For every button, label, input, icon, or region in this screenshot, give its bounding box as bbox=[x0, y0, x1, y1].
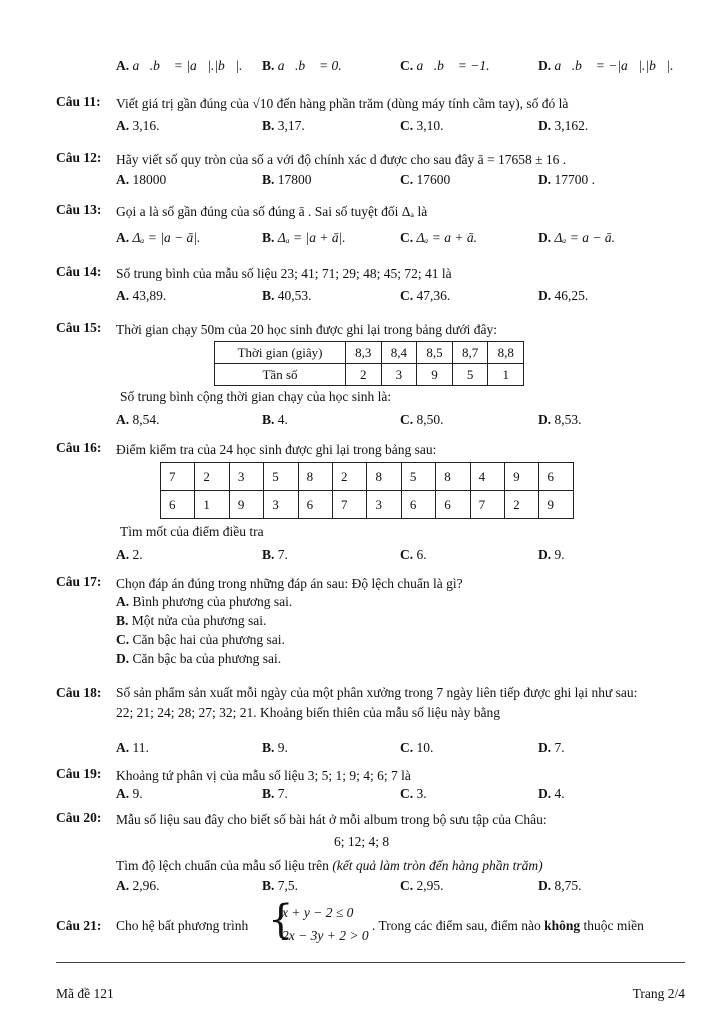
option-c: C. Căn bậc hai của phương sai. bbox=[116, 632, 285, 647]
option-c: C. 6. bbox=[400, 547, 427, 562]
question-text: Chọn đáp án đúng trong những đáp án sau: Độ lệch chuẩn là gì? bbox=[116, 576, 463, 591]
option-b: B. 3,17. bbox=[262, 118, 305, 133]
option-c: C. 2,95. bbox=[400, 878, 444, 893]
option-d: D. 17700 . bbox=[538, 172, 595, 187]
footer-divider bbox=[56, 962, 685, 963]
option-a: A. 43,89. bbox=[116, 288, 167, 303]
question-text: Gọi a là số gần đúng của số đúng ā . Sai số tuyệt đối Δₐ là bbox=[116, 204, 428, 219]
table-cell: 2 bbox=[195, 463, 229, 491]
option-b: B. 4. bbox=[262, 412, 288, 427]
table-cell: 8,4 bbox=[381, 342, 417, 364]
table-cell: 7 bbox=[333, 491, 367, 519]
table-cell: 4 bbox=[470, 463, 504, 491]
option-c: C. 3. bbox=[400, 786, 427, 801]
table-cell: 8,3 bbox=[346, 342, 382, 364]
option-c: C. Δₐ = a + ā. bbox=[400, 230, 477, 245]
question-text: Mẫu số liệu sau đây cho biết số bài hát ở mỗi album trong bộ sưu tập của Châu: bbox=[116, 812, 547, 827]
table-header: Tần số bbox=[215, 364, 346, 386]
option-b: B. Một nửa của phương sai. bbox=[116, 613, 267, 628]
option-d: D. 7. bbox=[538, 740, 565, 755]
option-d: D. Căn bậc ba của phương sai. bbox=[116, 651, 282, 666]
table-cell: 5 bbox=[452, 364, 488, 386]
table-cell: 8,7 bbox=[452, 342, 488, 364]
table-cell: 9 bbox=[229, 491, 263, 519]
table-cell: 3 bbox=[264, 491, 298, 519]
table-header: Thời gian (giây) bbox=[215, 342, 346, 364]
option-c: C. 8,50. bbox=[400, 412, 444, 427]
question-text: Số trung bình của mẫu số liệu 23; 41; 71; 29; 48; 45; 72; 41 là bbox=[116, 266, 452, 281]
option-c: C. 47,36. bbox=[400, 288, 451, 303]
option-b: B. Δₐ = |a + ā|. bbox=[262, 230, 346, 245]
option-c: C. 3,10. bbox=[400, 118, 444, 133]
q21-inequality-2: 2x − 3y + 2 > 0 bbox=[282, 928, 369, 943]
question-17 bbox=[56, 574, 686, 674]
option-a: A. Bình phương của phương sai. bbox=[116, 594, 293, 609]
question-text: Số sản phẩm sản xuất mỗi ngày của một phân xưởng trong 7 ngày liên tiếp được ghi lại như sau: bbox=[116, 685, 638, 700]
q10-option-b: B. a⃗.b⃗ = 0. bbox=[262, 58, 342, 73]
table-cell: 2 bbox=[333, 463, 367, 491]
table-cell: 5 bbox=[401, 463, 435, 491]
option-a: A. 18000 bbox=[116, 172, 167, 187]
table-cell: 9 bbox=[539, 491, 574, 519]
table-cell: 8 bbox=[298, 463, 332, 491]
q20-subtext: Tìm độ lệch chuẩn của mẫu số liệu trên (kết quả làm tròn đến hàng phần trăm) bbox=[116, 858, 543, 873]
option-b: B. 17800 bbox=[262, 172, 312, 187]
question-text-cont: 22; 21; 24; 28; 27; 32; 21. Khoảng biến thiên của mẫu số liệu này bằng bbox=[116, 705, 500, 720]
option-a: A. 2. bbox=[116, 547, 143, 562]
table-cell: 7 bbox=[161, 463, 195, 491]
option-c: C. 10. bbox=[400, 740, 434, 755]
exam-code: Mã đề 121 bbox=[56, 986, 114, 1001]
question-label: Câu 19: bbox=[56, 766, 102, 781]
question-label: Câu 15: bbox=[56, 320, 102, 335]
option-a: A. 2,96. bbox=[116, 878, 160, 893]
q10-options bbox=[116, 58, 688, 78]
q16-table bbox=[160, 462, 574, 519]
table-cell: 8 bbox=[367, 463, 401, 491]
question-text: Hãy viết số quy tròn của số a với độ chính xác d được cho sau đây ā = 17658 ± 16 . bbox=[116, 152, 567, 167]
option-b: B. 9. bbox=[262, 740, 288, 755]
table-cell: 8,8 bbox=[488, 342, 524, 364]
q15-table bbox=[214, 341, 524, 386]
question-text: Khoảng tứ phân vị của mẫu số liệu 3; 5; 1; 9; 4; 6; 7 là bbox=[116, 768, 411, 783]
option-b: B. 40,53. bbox=[262, 288, 312, 303]
table-cell: 8,5 bbox=[417, 342, 453, 364]
table-cell: 6 bbox=[298, 491, 332, 519]
question-text: Thời gian chạy 50m của 20 học sinh được ghi lại trong bảng dưới đây: bbox=[116, 322, 497, 337]
option-a: A. 8,54. bbox=[116, 412, 160, 427]
option-a: A. 9. bbox=[116, 786, 143, 801]
table-cell: 6 bbox=[539, 463, 574, 491]
table-cell: 1 bbox=[195, 491, 229, 519]
q18-options bbox=[116, 740, 688, 760]
question-text: Viết giá trị gần đúng của √10 đến hàng phần trăm (dùng máy tính cầm tay), số đó là bbox=[116, 96, 569, 111]
q16-subtext: Tìm mốt của điểm điều tra bbox=[120, 524, 264, 539]
q15-options bbox=[116, 412, 688, 432]
question-label: Câu 17: bbox=[56, 574, 102, 589]
table-cell: 1 bbox=[488, 364, 524, 386]
option-d: D. 4. bbox=[538, 786, 565, 801]
table-cell: 2 bbox=[346, 364, 382, 386]
table-cell: 6 bbox=[401, 491, 435, 519]
question-label: Câu 12: bbox=[56, 150, 102, 165]
option-d: D. 3,162. bbox=[538, 118, 589, 133]
table-cell: 7 bbox=[470, 491, 504, 519]
table-cell: 6 bbox=[436, 491, 470, 519]
system-brace-icon: { bbox=[268, 897, 294, 943]
question-label: Câu 18: bbox=[56, 685, 102, 700]
q21-text-b: . Trong các điểm sau, điểm nào không thuộc miền bbox=[372, 918, 644, 933]
table-cell: 5 bbox=[264, 463, 298, 491]
table-cell: 3 bbox=[367, 491, 401, 519]
q10-option-d: D. a⃗.b⃗ = −|a⃗|.|b⃗|. bbox=[538, 58, 674, 73]
table-cell: 9 bbox=[417, 364, 453, 386]
q15-subtext: Số trung bình cộng thời gian chạy của học sinh là: bbox=[120, 389, 392, 404]
option-d: D. 46,25. bbox=[538, 288, 589, 303]
q20-options bbox=[116, 878, 688, 898]
option-b: B. 7. bbox=[262, 547, 288, 562]
q10-option-c: C. a⃗.b⃗ = −1. bbox=[400, 58, 490, 73]
table-cell: 3 bbox=[229, 463, 263, 491]
option-b: B. 7. bbox=[262, 786, 288, 801]
q21-inequality-1: x + y − 2 ≤ 0 bbox=[282, 905, 354, 920]
option-a: A. Δₐ = |a − ā|. bbox=[116, 230, 201, 245]
question-label: Câu 14: bbox=[56, 264, 102, 279]
question-21-label: Câu 21: bbox=[56, 918, 102, 933]
question-label: Câu 16: bbox=[56, 440, 102, 455]
table-cell: 2 bbox=[505, 491, 539, 519]
option-b: B. 7,5. bbox=[262, 878, 299, 893]
q10-option-a: A. a⃗.b⃗ = |a⃗|.|b⃗|. bbox=[116, 58, 243, 73]
q16-options bbox=[116, 547, 688, 567]
option-d: D. 8,75. bbox=[538, 878, 582, 893]
table-cell: 9 bbox=[505, 463, 539, 491]
option-d: D. Δₐ = a − ā. bbox=[538, 230, 615, 245]
option-d: D. 8,53. bbox=[538, 412, 582, 427]
q21-text-a: Cho hệ bất phương trình bbox=[116, 918, 249, 933]
option-d: D. 9. bbox=[538, 547, 565, 562]
question-text: Điểm kiểm tra của 24 học sinh được ghi lại trong bảng sau: bbox=[116, 442, 437, 457]
table-cell: 6 bbox=[161, 491, 195, 519]
question-label: Câu 13: bbox=[56, 202, 102, 217]
question-label: Câu 11: bbox=[56, 94, 101, 109]
table-cell: 3 bbox=[381, 364, 417, 386]
option-a: A. 11. bbox=[116, 740, 149, 755]
question-label: Câu 20: bbox=[56, 810, 102, 825]
option-a: A. 3,16. bbox=[116, 118, 160, 133]
option-c: C. 17600 bbox=[400, 172, 451, 187]
table-cell: 8 bbox=[436, 463, 470, 491]
q20-data: 6; 12; 4; 8 bbox=[334, 834, 390, 849]
page-number: Trang 2/4 bbox=[632, 986, 685, 1001]
